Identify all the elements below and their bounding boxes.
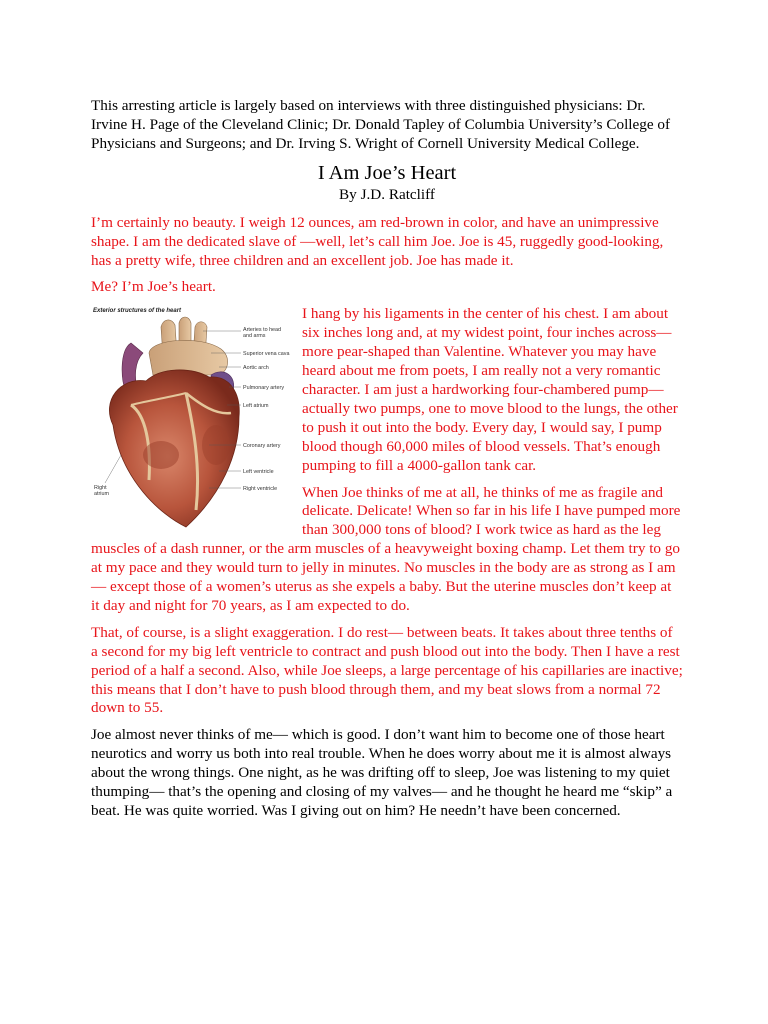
paragraph-1: I’m certainly no beauty. I weigh 12 ounces, am red-brown in color, and have an unimpressive shape. I am the dedicated slave of —well, let’s call him Joe. Joe is 45, ruggedly good-looking, has a pretty wife, three children and an excellent job. Joe has made it.: [91, 213, 664, 269]
label-pulmonary-artery: Pulmonary artery: [243, 385, 285, 392]
label-right-ventricle: Right ventricle: [243, 486, 278, 493]
document-page: [91, 97, 683, 829]
article-title: I Am Joe’s Heart: [317, 161, 457, 184]
paragraph-5: That, of course, is a slight exaggeration. I do rest— between beats. It takes about three tenths of a second for my big left ventricle to contract and push blood out into the body. Then I have a rest period of a half a second. Also, while Joe sleeps, a large percentage of his capillaries are inactive; this means that I don’t have to push blood through them, and my beat slows from a normal 72 down to 55.: [91, 623, 683, 717]
paragraph-4: When Joe thinks of me at all, he thinks of me as fragile and delicate. Delicate! When so far in his life I have pumped more than 300,000 tons of blood? I work twice as hard as the leg muscles of a dash runner, or the arm muscles of a heavyweight boxing champ. Let them try to go at my pace and they would turn to jelly in minutes. No muscles in the body are as strong as I am— except those of a women’s uterus as she expels a baby. But the uterine muscles don’t keep at it day and night for 70 years, as I am expected to do.: [91, 483, 681, 614]
label-atrium: atrium: [94, 491, 109, 498]
label-arteries-to-head: Arteries to head: [243, 327, 282, 334]
label-left-ventricle: Left ventricle: [243, 469, 274, 476]
label-right: Right: [94, 485, 107, 492]
label-and-arms: and arms: [243, 333, 266, 340]
intro-paragraph: This arresting article is largely based on interviews with three distinguished physicians: Dr. Irvine H. Page of the Cleveland Clinic; Dr. Donald Tapley of Columbia University’s College of Physicians and Surgeons; and Dr. Irving S. Wright of Cornell University Medical College.: [91, 97, 671, 152]
paragraph-2: Me? I’m Joe’s heart.: [91, 278, 216, 296]
heart-illustration: [91, 305, 292, 535]
label-coronary-artery: Coronary artery: [243, 443, 281, 450]
paragraph-6: Joe almost never thinks of me— which is good. I don’t want him to become one of those heart neurotics and worry us both into real trouble. When he does worry about me it is almost always about the wrong things. One night, as he was drifting off to sleep, Joe was listening to my quiet thumping— that’s the opening and closing of my valves— and he thought he heard me “skip” a beat. He was quite worried. Was I giving out on him? He needn’t have been concerned.: [91, 726, 673, 819]
label-superior-vena-cava: Superior vena cava: [243, 351, 290, 358]
heart-diagram-figure: [91, 305, 292, 535]
label-left-atrium: Left atrium: [243, 403, 269, 410]
article-byline: By J.D. Ratcliff: [339, 185, 435, 203]
label-aortic-arch: Aortic arch: [243, 365, 269, 372]
paragraph-3: I hang by his ligaments in the center of his chest. I am about six inches long and, at my widest point, four inches across— more pear-shaped than Valentine. Whatever you may have heard about me from poets, I am really not a very romantic character. I am just a hardworking four-chambered pump— actually two pumps, one to move blood to the lungs, the other to push it out into the body. Every day, I would say, I pump blood though 60,000 miles of blood vessels. That’s enough pumping to fill a 4000-gallon tank car.: [302, 305, 678, 474]
figure-title: Exterior structures of the heart: [93, 308, 182, 315]
